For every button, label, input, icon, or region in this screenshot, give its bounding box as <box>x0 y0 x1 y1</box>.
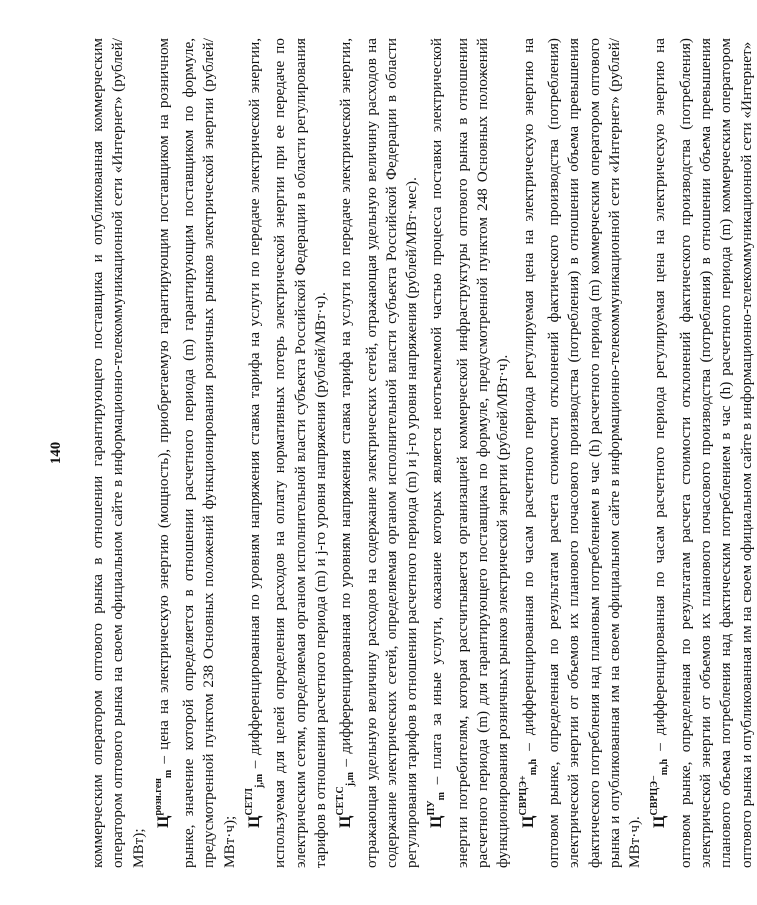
document-body <box>88 38 757 868</box>
formula-symbol: Ц <box>651 815 669 828</box>
paragraph-p1 <box>88 38 149 868</box>
paragraph-p2 <box>149 38 240 868</box>
formula-superscript: СВРЦЭ− <box>649 775 661 816</box>
formula-subscript: m <box>162 769 174 779</box>
formula-symbol: Ц <box>428 815 446 828</box>
formula-symbol: Ц <box>154 815 172 828</box>
formula-superscript: СЕТ.С <box>335 786 347 816</box>
formula-superscript: СЕТЛ <box>244 788 256 816</box>
paragraph-p7 <box>645 38 756 868</box>
formula-subscript: m <box>436 792 448 801</box>
formula-subscript: j,m <box>254 773 266 789</box>
formula-superscript: СВРЦЭ+ <box>517 775 529 816</box>
paragraph-p6 <box>514 38 646 868</box>
paragraph-text: – дифференцированная по уровням напряжения ставка тарифа на услуги по передаче электрической энергии, используемая для целей определения расходов на оплату нормативных потерь электрической энергии при ее передаче по электрическим сетям, определяемая органом исполнительной власти субъекта Российской Федерации в области регулирования тарифов в отношении расчетного периода (m) и j-го уровня напряжения (рублей/МВт·ч). <box>246 38 329 868</box>
formula-subscript: j,m <box>345 772 357 787</box>
formula-symbol: Ц <box>519 815 537 828</box>
paragraph-text: – дифференцированная по уровням напряжения ставка тарифа на услуги по передаче электрической энергии, отражающая удельную величину расходов на содержание электрических сетей, отражающая удельную величину расходов на содержание электрических сетей, определяемая органом исполнительной власти субъекта Российской Федерации в области регулирования тарифов в отношении расчетного периода (m) и j-го уровня напряжения (рублей/МВт·мес). <box>337 38 421 868</box>
paragraph-text: коммерческим оператором оптового рынка в отношении гарантирующего поставщика и опубликованная коммерческим оператором оптового рынка на своем официальном сайте в информационно-телекоммуникационной сети «Интернет» (рублей/МВт); <box>89 38 147 868</box>
paragraph-text: – дифференцированная по часам расчетного периода регулируемая цена на электрическую энергию на оптовом рынке, определенная по результатам расчета стоимости отклонений фактического производства (потребления) электрической энергии от объемов их планового почасового производства (потребления) в отношении объема превышения фактического потребления над плановым потреблением в час (h) расчетного периода (m) коммерческим оператором оптового рынка и опубликованная им на своем официальном сайте в информационно-телекоммуникационной сети «Интернет» (рублей/МВт·ч). <box>519 38 644 868</box>
formula-subscript: m,h <box>659 758 671 776</box>
paragraph-p5 <box>422 38 513 868</box>
paragraph-text: – цена на электрическую энергию (мощность), приобретаемую гарантирующим поставщиком на розничном рынке, значение которой определяется в отношении расчетного периода (m) гарантирующим поставщиком по формуле, предусмотренной пунктом 238 Основных положений функционирования розничных рынков электрической энергии (рублей/МВт·ч); <box>154 38 238 868</box>
paragraph-text: – дифференцированная по часам расчетного периода регулируемая цена на электрическую энергию на оптовом рынке, определенная по результатам расчета стоимости отклонений фактического производства (потребления) электрической энергии от объемов их планового почасового производства (потребления) в отношении объема превышения планового объема потребления над фактическим потреблением в час (h) расчетного периода (m) коммерческим оператором оптового рынка и опубликованная им на своем официальном сайте в информационно-телекоммуникационной сети «Интернет» <box>651 38 755 868</box>
formula-superscript: розн.ген <box>152 778 164 816</box>
page-number: 140 <box>48 441 64 465</box>
paragraph-p4 <box>331 38 422 868</box>
paragraph-p3 <box>240 38 331 868</box>
paragraph-text: – плата за иные услуги, оказание которых является неотъемлемой частью процесса поставки электрической энергии потребителям, которая рассчитывается организацией коммерческой инфраструктуры оптового рынка в отношении расчетного периода (m) для гарантирующего поставщика по формуле, предусмотренной пунктом 248 Основных положений функционирования розничных рынков электрической энергии (рублей/МВт·ч). <box>428 38 512 868</box>
formula-subscript: m,h <box>527 758 539 776</box>
formula-symbol: Ц <box>246 815 264 828</box>
formula-superscript: ПУ <box>426 800 438 816</box>
rotated-content <box>48 38 755 868</box>
formula-symbol: Ц <box>337 815 355 828</box>
